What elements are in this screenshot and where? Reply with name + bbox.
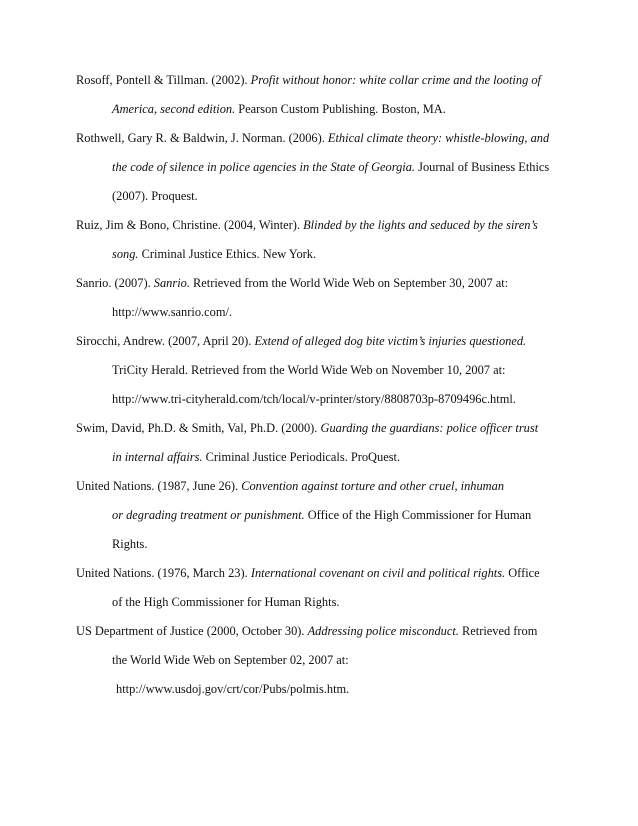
- reference-title-text: Profit without honor: white collar crime and the looting of: [250, 73, 542, 87]
- reference-title-text: Ethical climate theory: whistle-blowing, and: [327, 131, 550, 145]
- reference-entry-continuation-line: [112, 246, 316, 262]
- reference-title-text: International covenant on civil and political rights.: [250, 566, 506, 580]
- reference-title-text: the code of silence in police agencies in the State of Georgia.: [112, 160, 416, 174]
- reference-entry-continuation-line: [112, 594, 340, 610]
- reference-text: Sirocchi, Andrew. (2007, April 20).: [76, 334, 255, 348]
- reference-title-text: song.: [112, 247, 139, 261]
- reference-entry-first-line: [76, 420, 538, 436]
- reference-entry-first-line: [76, 478, 504, 494]
- reference-entry-first-line: [76, 72, 541, 88]
- reference-title-text: America, second edition.: [112, 102, 236, 116]
- reference-text: United Nations. (1976, March 23).: [76, 566, 251, 580]
- reference-entry-continuation-line: [112, 536, 147, 552]
- reference-entry-continuation-line: [112, 449, 400, 465]
- reference-text: Criminal Justice Periodicals. ProQuest.: [202, 450, 401, 464]
- reference-text: Office: [505, 566, 540, 580]
- reference-text: United Nations. (1987, June 26).: [76, 479, 242, 493]
- reference-text: TriCity Herald. Retrieved from the World Wide Web on November 10, 2007 at:: [112, 363, 506, 377]
- reference-entry-continuation-line: [116, 681, 349, 697]
- reference-title-text: or degrading treatment or punishment.: [112, 508, 305, 522]
- reference-text: Ruiz, Jim & Bono, Christine. (2004, Winter).: [76, 218, 304, 232]
- reference-entry-continuation-line: [112, 391, 516, 407]
- reference-text: Rights.: [112, 537, 148, 551]
- reference-text: Retrieved from the World Wide Web on September 30, 2007 at:: [189, 276, 509, 290]
- reference-title-text: Addressing police misconduct.: [307, 624, 459, 638]
- reference-text: of the High Commissioner for Human Rights.: [112, 595, 340, 609]
- reference-text: Swim, David, Ph.D. & Smith, Val, Ph.D. (2000).: [76, 421, 321, 435]
- reference-text: Sanrio. (2007).: [76, 276, 154, 290]
- reference-entry-continuation-line: [112, 652, 349, 668]
- reference-title-text: in internal affairs.: [112, 450, 203, 464]
- reference-text: US Department of Justice (2000, October 30).: [76, 624, 308, 638]
- reference-entry-first-line: [76, 565, 540, 581]
- reference-entry-continuation-line: [112, 159, 549, 175]
- reference-text: Journal of Business Ethics: [415, 160, 550, 174]
- reference-text: Retrieved from: [458, 624, 538, 638]
- reference-title-text: Guarding the guardians: police officer trust: [320, 421, 539, 435]
- reference-entry-continuation-line: [112, 362, 505, 378]
- reference-text: http://www.usdoj.gov/crt/cor/Pubs/polmis.htm.: [116, 682, 350, 696]
- reference-entry-continuation-line: [112, 304, 232, 320]
- reference-title-text: Extend of alleged dog bite victim’s injuries questioned.: [254, 334, 527, 348]
- reference-entry-first-line: [76, 217, 538, 233]
- reference-title-text: Convention against torture and other cruel, inhuman: [241, 479, 505, 493]
- reference-entry-first-line: [76, 623, 537, 639]
- reference-text: (2007). Proquest.: [112, 189, 198, 203]
- reference-title-text: Blinded by the lights and seduced by the siren’s: [303, 218, 538, 232]
- reference-text: Office of the High Commissioner for Human: [304, 508, 532, 522]
- reference-text: Pearson Custom Publishing. Boston, MA.: [235, 102, 446, 116]
- reference-text: Rosoff, Pontell & Tillman. (2002).: [76, 73, 251, 87]
- reference-entry-continuation-line: [112, 101, 446, 117]
- reference-text: Criminal Justice Ethics. New York.: [138, 247, 317, 261]
- reference-entry-continuation-line: [112, 188, 198, 204]
- reference-title-text: Sanrio.: [153, 276, 190, 290]
- reference-entry-first-line: [76, 275, 508, 291]
- reference-entry-first-line: [76, 333, 526, 349]
- reference-entry-first-line: [76, 130, 549, 146]
- reference-text: http://www.sanrio.com/.: [112, 305, 232, 319]
- reference-text: http://www.tri-cityherald.com/tch/local/v-printer/story/8808703p-8709496c.html.: [112, 392, 516, 406]
- reference-entry-continuation-line: [112, 507, 531, 523]
- reference-text: the World Wide Web on September 02, 2007 at:: [112, 653, 349, 667]
- reference-text: Rothwell, Gary R. & Baldwin, J. Norman. (2006).: [76, 131, 328, 145]
